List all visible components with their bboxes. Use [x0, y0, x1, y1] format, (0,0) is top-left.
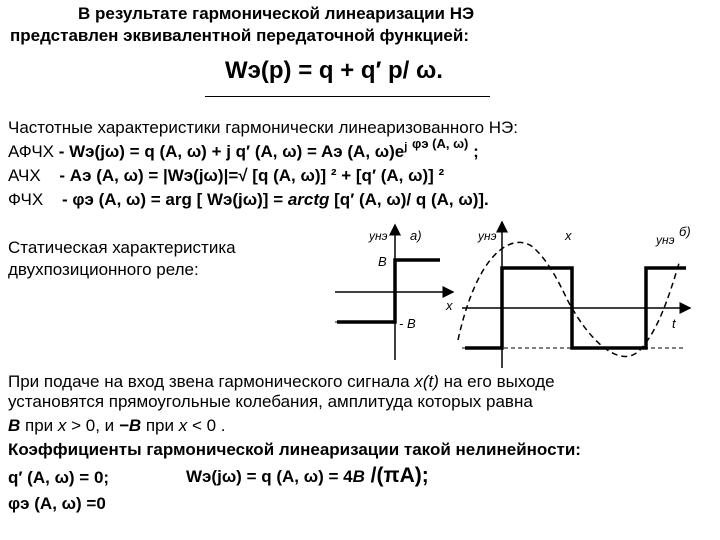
graph-a-x-label: x	[446, 298, 453, 313]
bottom-line-1	[8, 372, 555, 392]
bottom-p5-right-a: Wэ(jω) = q (A, ω) = 4	[186, 467, 353, 486]
bottom-p1-text: При подаче на вход звена гармонического сигнала	[8, 372, 415, 391]
bottom-line-2: установятся прямоугольные колебания, амплитуда которых равна	[8, 392, 533, 411]
intro-line-1: В результате гармонической линеаризации НЭ	[78, 4, 475, 23]
bottom-line-6: φэ (A, ω) =0	[8, 494, 106, 513]
bottom-p3-mb: −B	[118, 416, 142, 435]
equivalent-transfer-function: Wэ(p) = q + q′ p/ ω.	[225, 57, 443, 84]
graph-a	[335, 225, 453, 360]
bottom-p3-x2: x	[178, 416, 188, 435]
graph-b-t-label: t	[672, 316, 676, 331]
static-line-2: двухпозиционного реле:	[8, 260, 199, 279]
graph-b-panel: б)	[679, 224, 691, 239]
bottom-p3-b: B	[8, 416, 21, 435]
bottom-p5-right-c: /(πA);	[364, 464, 429, 487]
static-line-1: Статическая характеристика	[8, 238, 236, 257]
graph-a-y-label: yнэ	[369, 229, 388, 243]
ach-label: АЧХ	[8, 166, 41, 185]
freq-heading: Частотные характеристики гармонически линеаризованного НЭ:	[8, 118, 518, 137]
intro-line-2: представлен эквивалентной передаточной функцией:	[10, 26, 469, 45]
bottom-line-4: Коэффициенты гармонической линеаризации такой нелинейности:	[8, 440, 581, 459]
afch-formula: - Wэ(jω) = q (A, ω) + j q′ (A, ω) = Aэ (A, ω)e	[58, 142, 405, 161]
afch-exp-j: j	[404, 141, 408, 153]
afch-exponent: φэ (A, ω)	[412, 136, 469, 151]
graph-a-negb-label: - B	[399, 316, 416, 331]
fch-formula-c: [q′ (A, ω)/ q (A, ω)].	[329, 190, 489, 209]
bottom-p3-a: при	[20, 416, 58, 435]
graph-a-panel: a)	[410, 228, 422, 243]
bottom-line-3	[8, 416, 226, 436]
bottom-p5-right-b: B	[352, 467, 365, 486]
bottom-p1-end: на его выходе	[438, 372, 555, 391]
bottom-p3-x: x	[57, 416, 67, 435]
bottom-p3-d: при	[141, 416, 179, 435]
bottom-p3-c: > 0, и	[66, 416, 119, 435]
fch-formula-arctg: arctg	[287, 190, 330, 209]
graph-b-y-right-label: yнэ	[656, 233, 675, 247]
afch-end: ;	[473, 142, 479, 161]
bottom-p1-x: x(t)	[414, 372, 439, 391]
graph-b-x-label: x	[565, 228, 572, 243]
graph-a-b-label: B	[378, 254, 387, 269]
fch-label: ФЧХ	[8, 190, 44, 209]
graph-a-relay-curve	[337, 260, 440, 322]
graph-b	[458, 222, 691, 368]
fch-formula-a: - φэ (A, ω) = arg [ Wэ(jω)] =	[61, 190, 288, 209]
graph-b-y-label: yнэ	[478, 229, 497, 243]
bottom-line-5-left: q′ (A, ω) = 0;	[8, 468, 110, 487]
ach-formula: - Aэ (A, ω) = |Wэ(jω)|=√ [q (A, ω)] ² + [q′ (A, ω)] ²	[59, 166, 445, 185]
bottom-p3-e: < 0 .	[187, 416, 226, 435]
afch-label: АФЧХ	[8, 142, 54, 161]
bottom-line-5-right	[186, 466, 429, 487]
